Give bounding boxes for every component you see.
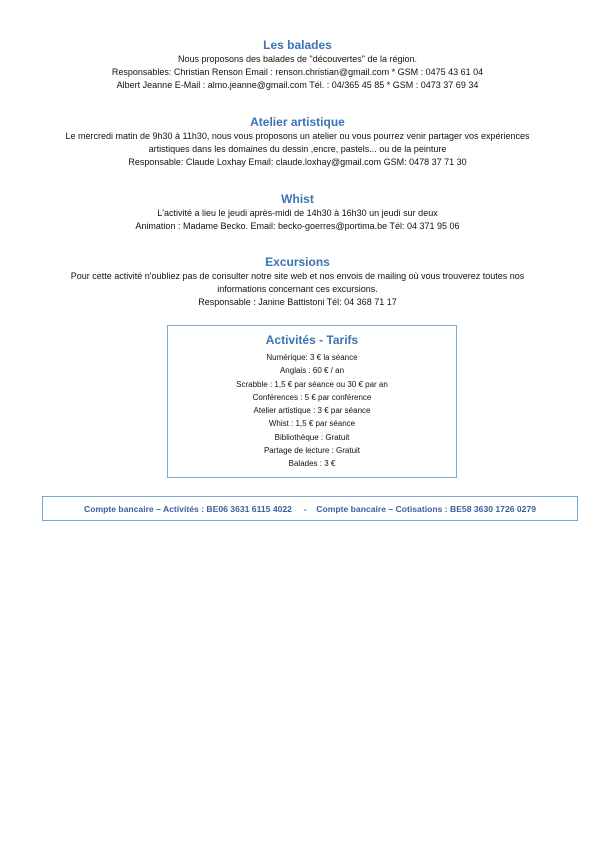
tarifs-box <box>167 325 457 478</box>
tarifs-heading: Activités - Tarifs <box>265 333 359 347</box>
bank-account-text: Compte bancaire – Activités : BE06 3631 6115 4022 - Compte bancaire – Cotisations : BE58 3630 1726 0279 <box>83 503 537 514</box>
tarif-item: Anglais : 60 € / an <box>279 366 345 376</box>
balades-line: Responsables: Christian Renson Email : renson.christian@gmail.com * GSM : 0475 43 61 04 <box>111 67 484 77</box>
tarif-item: Whist : 1,5 € par séance <box>268 419 356 429</box>
section-excursions <box>0 255 595 309</box>
tarif-item: Bibliothèque : Gratuit <box>274 432 350 442</box>
whist-line: Animation : Madame Becko. Email: becko-goerres@portima.be Tél: 04 371 95 06 <box>135 221 460 231</box>
tarif-item: Atelier artistique : 3 € par séance <box>253 406 371 416</box>
section-whist <box>0 192 595 233</box>
tarif-item: Conférences : 5 € par conférence <box>252 392 372 402</box>
atelier-heading: Atelier artistique <box>250 115 345 129</box>
tarif-item: Numérique: 3 € la séance <box>266 353 358 362</box>
whist-heading: Whist <box>281 192 314 206</box>
tarif-item: Balades : 3 € <box>288 459 336 469</box>
tarif-item: Partage de lecture : Gratuit <box>263 446 361 456</box>
section-atelier <box>0 115 595 169</box>
section-balades <box>0 38 595 92</box>
tarif-item: Scrabble : 1,5 € par séance ou 30 € par an <box>236 379 388 389</box>
balades-line: Albert Jeanne E-Mail : almo.jeanne@gmail.com Tél. : 04/365 45 85 * GSM : 0473 37 69 34 <box>116 80 479 90</box>
excursions-heading: Excursions <box>265 255 330 269</box>
whist-line: L'activité a lieu le jeudi après-midi de 14h30 à 16h30 un jeudi sur deux <box>157 208 438 218</box>
excursions-line: Pour cette activité n'oubliez pas de consulter notre site web et nos envois de mailing où vous trouverez toutes nos <box>70 271 525 281</box>
bank-account-box <box>42 496 578 521</box>
balades-heading: Les balades <box>263 38 332 52</box>
atelier-line: Responsable: Claude Loxhay Email: claude.loxhay@gmail.com GSM: 0478 37 71 30 <box>128 157 467 167</box>
excursions-line: Responsable : Janine Battistoni Tél: 04 368 71 17 <box>198 297 397 307</box>
atelier-line: Le mercredi matin de 9h30 à 11h30, nous vous proposons un atelier ou vous pourrez venir partager vos expériences <box>65 131 530 141</box>
atelier-line: artistiques dans les domaines du dessin ,encre, pastels... ou de la peinture <box>148 144 447 154</box>
balades-line: Nous proposons des balades de "découvertes" de la région. <box>177 54 418 64</box>
excursions-line: informations concernant ces excursions. <box>217 284 378 294</box>
